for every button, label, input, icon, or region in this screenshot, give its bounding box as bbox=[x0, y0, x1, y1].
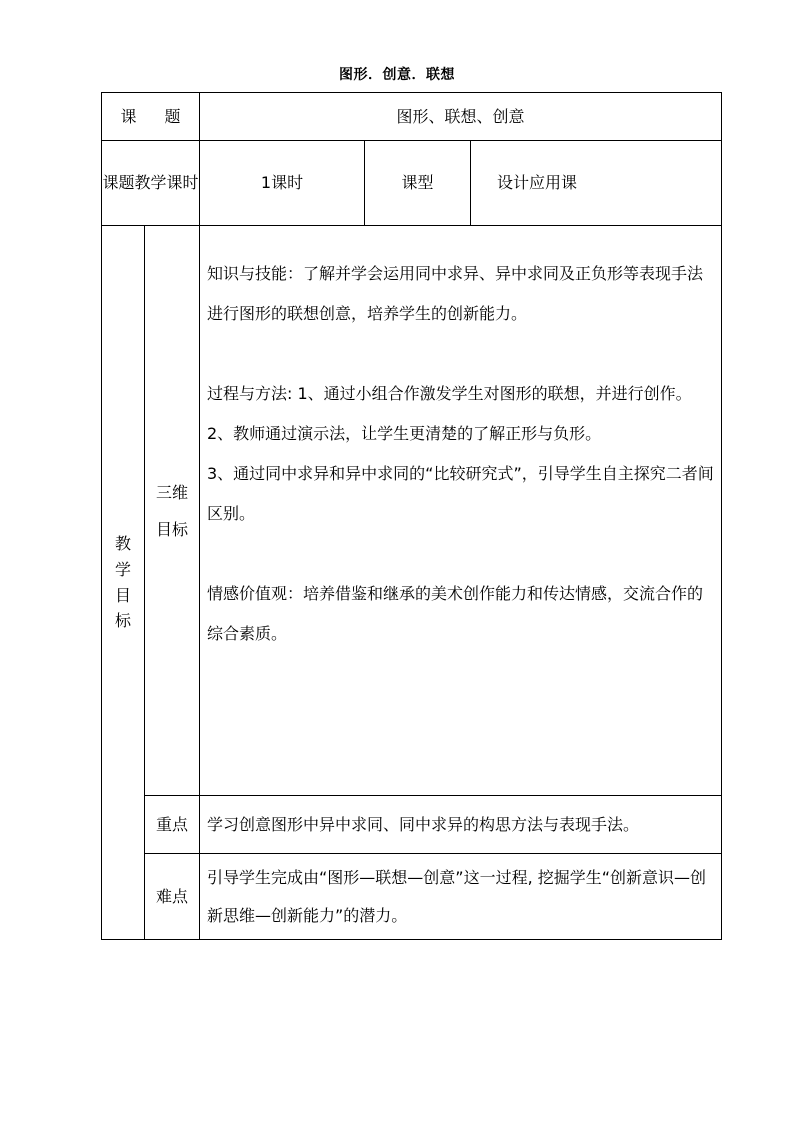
hours-row bbox=[102, 141, 722, 226]
goal-process-2: 2、教师通过演示法，让学生更清楚的了解正形与负形。 bbox=[207, 424, 602, 443]
difficulty-row bbox=[102, 854, 722, 940]
type-value: 设计应用课 bbox=[471, 141, 722, 226]
key-point-row bbox=[102, 796, 722, 854]
goal-process-3: 3、通过同中求异和异中求同的“比较研究式”，引导学生自主探究二者间区别。 bbox=[207, 464, 714, 523]
type-label: 课型 bbox=[365, 141, 471, 226]
topic-value: 图形、联想、创意 bbox=[200, 93, 722, 141]
key-point-label: 重点 bbox=[145, 796, 200, 854]
hours-label: 课题教学课时 bbox=[102, 141, 200, 226]
goal-process-1: 过程与方法: 1、通过小组合作激发学生对图形的联想，并进行创作。 bbox=[207, 384, 692, 403]
document-title: 图形．创意．联想 bbox=[339, 67, 455, 83]
hours-value: 1课时 bbox=[200, 141, 365, 226]
three-dim-goals-label: 三维目标 bbox=[145, 226, 200, 796]
difficulty-label: 难点 bbox=[145, 854, 200, 940]
goals-content bbox=[200, 226, 722, 796]
difficulty-value: 引导学生完成由“图形—联想—创意”这一过程, 挖掘学生“创新意识—创新思维—创新能力”的潜力。 bbox=[200, 854, 722, 940]
topic-row bbox=[102, 93, 722, 141]
goal-knowledge: 知识与技能：了解并学会运用同中求异、异中求同及正负形等表现手法进行图形的联想创意，培养学生的创新能力。 bbox=[207, 264, 704, 323]
key-point-value: 学习创意图形中异中求同、同中求异的构思方法与表现手法。 bbox=[200, 796, 722, 854]
lesson-plan-table bbox=[101, 92, 722, 940]
teaching-goals-label: 教 学 目 标 bbox=[102, 226, 145, 940]
goals-row bbox=[102, 226, 722, 796]
goal-emotion: 情感价值观：培养借鉴和继承的美术创作能力和传达情感，交流合作的综合素质。 bbox=[207, 584, 704, 643]
topic-label: 课 题 bbox=[102, 93, 200, 141]
